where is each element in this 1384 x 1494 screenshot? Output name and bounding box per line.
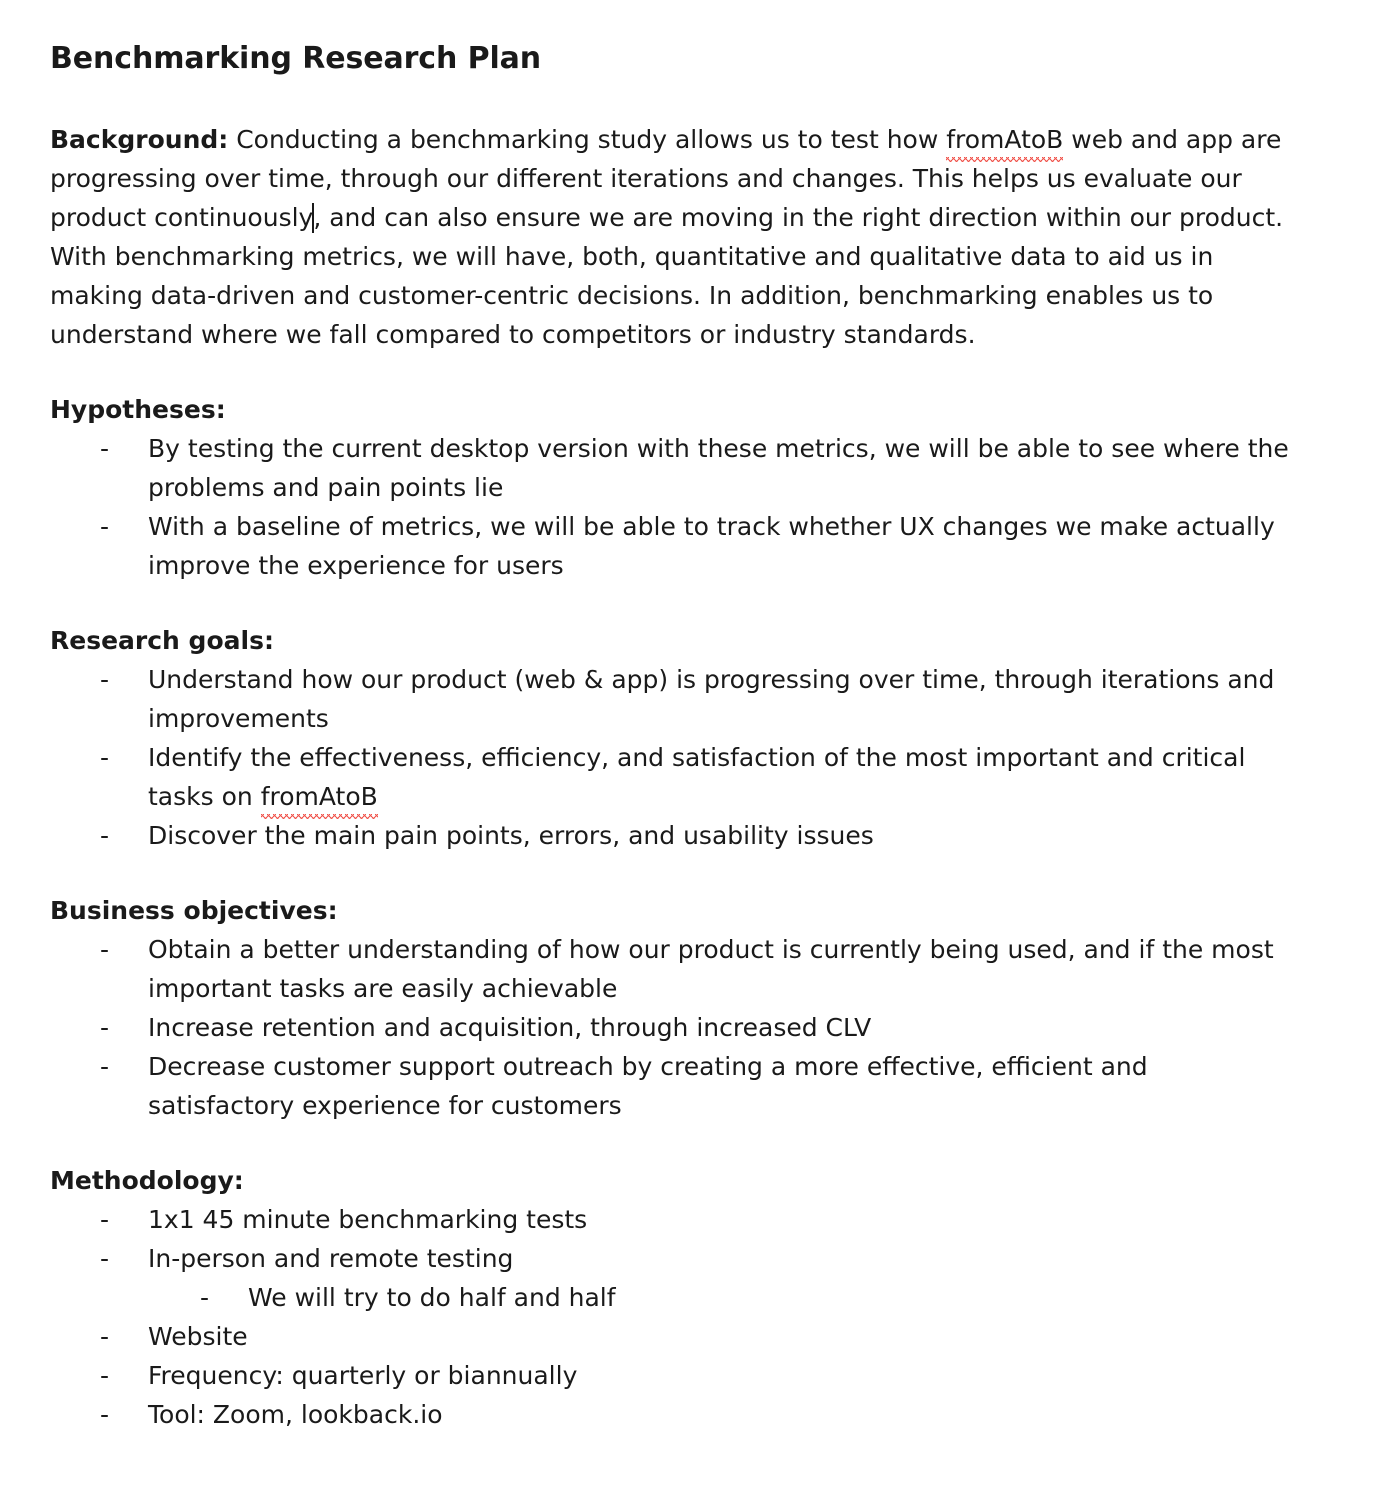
bullet-dash-icon: -: [100, 512, 110, 542]
section-heading-business-objectives: Business objectives:: [50, 896, 338, 926]
list-item-text: [148, 738, 1294, 816]
bullet-dash-icon: -: [100, 1013, 110, 1043]
bullet-dash-icon: -: [100, 434, 110, 464]
list-item: [148, 1278, 1294, 1317]
list-item-text: Tool: Zoom, lookback.io: [148, 1400, 443, 1430]
list-item-text: 1x1 45 minute benchmarking tests: [148, 1205, 588, 1235]
bullet-dash-icon: -: [100, 935, 110, 965]
list-item: [50, 1047, 1294, 1125]
research-goals-list: [50, 660, 1294, 855]
list-item: [50, 816, 1294, 855]
list-item-text: In-person and remote testing: [148, 1244, 514, 1274]
list-item-text: Decrease customer support outreach by creating a more effective, efficient and satisfactory experience for customers: [148, 1052, 1148, 1121]
hypotheses-list: [50, 429, 1294, 585]
section-hypotheses: [50, 390, 1294, 585]
list-item: [50, 660, 1294, 738]
list-item: [50, 429, 1294, 507]
bullet-dash-icon: -: [100, 1361, 110, 1391]
bullet-dash-icon: -: [100, 1322, 110, 1352]
sub-list-item-text: We will try to do half and half: [248, 1283, 616, 1313]
bullet-dash-icon: -: [100, 1205, 110, 1235]
page-title: Benchmarking Research Plan: [50, 41, 542, 76]
list-item: [50, 507, 1294, 585]
business-objectives-list: [50, 930, 1294, 1125]
background-paragraph: [50, 120, 1294, 354]
misspelled-word-frontatob-1: fromAtoB: [946, 120, 1063, 159]
bullet-dash-icon: -: [100, 821, 110, 851]
list-item-text: With a baseline of metrics, we will be able to track whether UX changes we make actually improve the experience for users: [148, 512, 1275, 581]
list-item-text: Obtain a better understanding of how our product is currently being used, and if the most important tasks are easily achievable: [148, 935, 1274, 1004]
section-heading-hypotheses: Hypotheses:: [50, 395, 226, 425]
list-item-text: By testing the current desktop version with these metrics, we will be able to see where the problems and pain points lie: [148, 434, 1289, 503]
bullet-dash-icon: -: [100, 743, 110, 773]
bullet-dash-icon: -: [100, 1244, 110, 1274]
background-text-part-1: Conducting a benchmarking study allows us to test how: [228, 125, 947, 155]
list-item-text: Frequency: quarterly or biannually: [148, 1361, 578, 1391]
list-item: [50, 1395, 1294, 1434]
list-item: [50, 1008, 1294, 1047]
list-item-text: Discover the main pain points, errors, and usability issues: [148, 821, 874, 851]
list-item: [50, 930, 1294, 1008]
background-text-part-2: web and app are progressing over time, through our different iterations and changes. This helps us evaluate our product continuously: [50, 125, 1282, 233]
bullet-dash-icon: -: [100, 1052, 110, 1082]
list-item: [50, 738, 1294, 816]
list-item: [50, 1239, 1294, 1317]
list-item-text: Website: [148, 1322, 248, 1352]
background-text-part-3: , and can also ensure we are moving in the right direction within our product. With benchmarking metrics, we will have, both, quantitative and qualitative data to aid us in making data-driven and customer-centric decisions. In addition, benchmarking enables us to understand where we fall compared to competitors or industry standards.: [50, 203, 1284, 350]
section-heading-research-goals: Research goals:: [50, 626, 274, 656]
sub-bullet-dash-icon: -: [200, 1283, 210, 1313]
section-spacer-1: [50, 354, 1294, 390]
title-spacer: [50, 78, 1294, 120]
methodology-sub-list: [148, 1278, 1294, 1317]
background-label: Background:: [50, 125, 229, 155]
section-methodology: [50, 1161, 1294, 1434]
bullet-dash-icon: -: [100, 665, 110, 695]
section-spacer-4: [50, 1125, 1294, 1161]
list-item: [50, 1317, 1294, 1356]
section-spacer-2: [50, 585, 1294, 621]
section-heading-methodology: Methodology:: [50, 1166, 244, 1196]
misspelled-word-frontatob-2: fromAtoB: [261, 777, 378, 816]
list-item-text: Understand how our product (web & app) is progressing over time, through iterations and improvements: [148, 665, 1275, 734]
list-item-text: Increase retention and acquisition, through increased CLV: [148, 1013, 872, 1043]
section-research-goals: [50, 621, 1294, 855]
section-business-objectives: [50, 891, 1294, 1125]
section-spacer-3: [50, 855, 1294, 891]
list-item: [50, 1200, 1294, 1239]
methodology-list: [50, 1200, 1294, 1434]
list-item-text-prefix: Identify the effectiveness, efficiency, and satisfaction of the most important and critical tasks on: [148, 743, 1246, 812]
list-item: [50, 1356, 1294, 1395]
bullet-dash-icon: -: [100, 1400, 110, 1430]
